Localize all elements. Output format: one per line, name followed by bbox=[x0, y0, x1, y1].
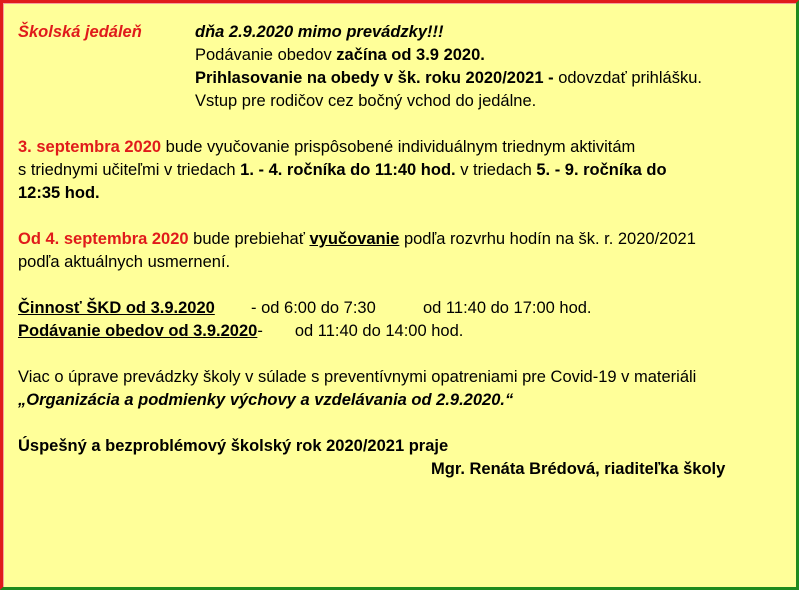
covid-text: Viac o úprave prevádzky školy v súlade s preventívnymi opatreniami pre Covid-19 v materiáli bbox=[18, 368, 697, 386]
closing-wish: Úspešný a bezproblémový školský rok 2020/2021 praje bbox=[18, 437, 449, 455]
lunch-time: od 11:40 do 14:00 hod. bbox=[294, 322, 464, 340]
sep4-text-a: bude prebiehať bbox=[188, 230, 310, 248]
signature: Mgr. Renáta Brédová, riaditeľka školy bbox=[431, 460, 726, 478]
sep4-date: Od 4. septembra 2020 bbox=[18, 230, 189, 248]
entrance-info: Vstup pre rodičov cez bočný vchod do jedálne. bbox=[195, 92, 537, 110]
skd-afternoon-time: od 11:40 do 17:00 hod. bbox=[423, 299, 592, 317]
lunch-dash: - bbox=[257, 322, 263, 340]
registration-action: odovzdať prihlášku. bbox=[558, 69, 702, 87]
covid-line bbox=[18, 366, 788, 389]
sep3-line-2 bbox=[18, 159, 788, 182]
header-line-1 bbox=[18, 21, 788, 44]
sep3-end-time: 12:35 hod. bbox=[18, 184, 100, 202]
sep4-line-2 bbox=[18, 251, 788, 274]
sep3-line-1 bbox=[18, 136, 788, 159]
sep3-text: bude vyučovanie prispôsobené individuálnym triednym aktivitám bbox=[161, 138, 636, 156]
closing-line bbox=[18, 435, 788, 458]
header-line-2 bbox=[18, 44, 788, 67]
sep4-line-1 bbox=[18, 228, 788, 251]
header-line-3 bbox=[18, 67, 788, 90]
covid-doc-line bbox=[18, 389, 788, 412]
closure-notice: dňa 2.9.2020 mimo prevádzky!!! bbox=[195, 23, 444, 41]
skd-label: Činnosť ŠKD od 3.9.2020 bbox=[18, 299, 215, 317]
sep3-grades-5-9: 5. - 9. ročníka do bbox=[536, 161, 667, 179]
signature-line bbox=[18, 458, 788, 481]
sep3-text-c: v triedach bbox=[455, 161, 537, 179]
sep3-grades-1-4: 1. - 4. ročníka do 11:40 hod. bbox=[240, 161, 456, 179]
covid-document-title: „Organizácia a podmienky výchovy a vzdelávania od 2.9.2020.“ bbox=[18, 391, 514, 409]
canteen-title: Školská jedáleň bbox=[18, 23, 142, 41]
lunch-label: Podávanie obedov od 3.9.2020 bbox=[18, 322, 258, 340]
notice-content bbox=[18, 21, 788, 481]
registration-text: Prihlasovanie na obedy v šk. roku 2020/2021 - bbox=[195, 69, 559, 87]
lunch-start-date: začína od 3.9 2020. bbox=[336, 46, 485, 64]
lunch-schedule bbox=[18, 320, 788, 343]
sep4-text-c: podľa rozvrhu hodín na šk. r. 2020/2021 bbox=[399, 230, 696, 248]
header-line-4 bbox=[18, 90, 788, 113]
sep4-teaching: vyučovanie bbox=[309, 230, 400, 248]
skd-schedule bbox=[18, 297, 788, 320]
sep3-date: 3. septembra 2020 bbox=[18, 138, 162, 156]
sep3-text-a: s triednymi učiteľmi v triedach bbox=[18, 161, 241, 179]
skd-morning-time: - od 6:00 do 7:30 bbox=[251, 299, 376, 317]
lunch-start-text: Podávanie obedov bbox=[195, 46, 337, 64]
sep3-line-3 bbox=[18, 182, 788, 205]
sep4-guidelines: podľa aktuálnych usmernení. bbox=[18, 253, 231, 271]
